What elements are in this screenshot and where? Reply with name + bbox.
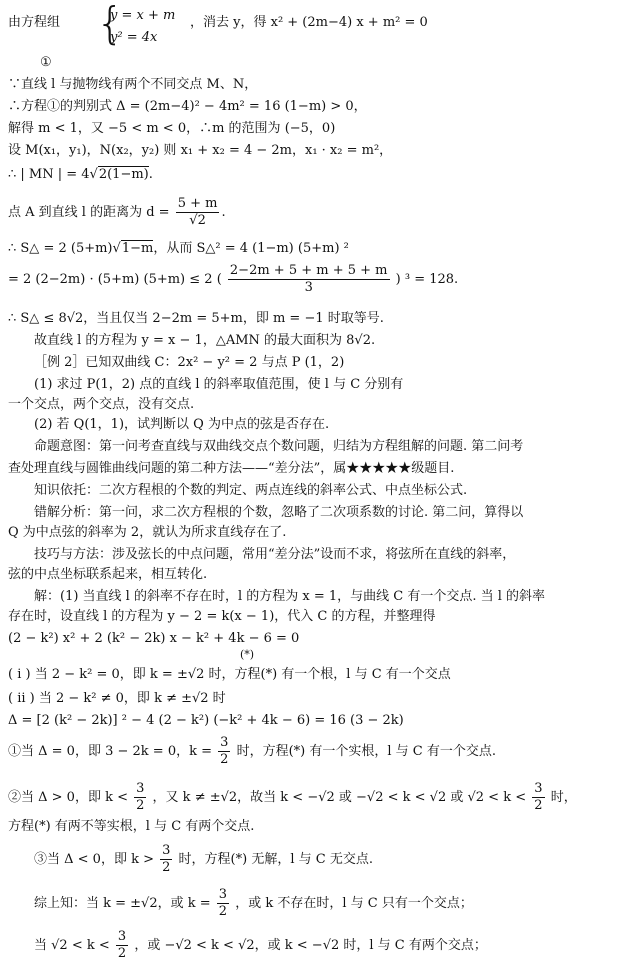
text: ∴方程①的判别式 Δ = (2m−4)² − 4m² = 16 (1−m) > 0， — [8, 99, 367, 114]
system-row-2: y² = 4x — [110, 30, 158, 45]
line-22 — [8, 566, 632, 584]
radicand: 2(1−m) — [98, 167, 149, 182]
text: 点 A 到直线 l 的距离为 d = — [8, 205, 170, 220]
text: 时， — [550, 790, 577, 805]
numerator: 3 — [218, 887, 228, 902]
sqrt-sign: √ — [112, 241, 121, 256]
fraction — [176, 196, 220, 229]
text: 故直线 l 的方程为 y = x − 1，△AMN 的最大面积为 8√2. — [34, 333, 376, 348]
denominator: 2 — [218, 904, 228, 919]
radicand: 1−m — [121, 241, 154, 256]
line-24 — [8, 608, 632, 626]
text: Q 为中点弦的斜率为 2，就认为所求直线存在了. — [8, 525, 287, 540]
fraction — [134, 781, 146, 814]
line-16 — [34, 438, 632, 456]
text: ( i ) 当 2 − k² = 0，即 k = ±√2 时，方程(*) 有一个根，l 与 C 有一个交点 — [8, 667, 451, 682]
line-34 — [34, 928, 632, 964]
line-21 — [34, 546, 632, 564]
text: 综上知：当 k = ±√2，或 k = — [34, 896, 211, 911]
denominator: 2 — [534, 798, 543, 813]
line-3 — [8, 98, 632, 116]
text: (*) — [240, 648, 255, 661]
line-32 — [34, 842, 632, 878]
line-19 — [34, 504, 632, 522]
text: 解：(1) 当直线 l 的斜率不存在时，l 的方程为 x = 1，与曲线 C 有一个交点. 当 l 的斜率 — [34, 589, 546, 604]
text: 一个交点，两个交点，没有交点. — [8, 397, 195, 412]
line-11 — [34, 332, 632, 350]
denominator: √2 — [189, 213, 206, 228]
text: ③当 Δ < 0，即 k > — [34, 852, 154, 867]
text: ∴ S△ ≤ 8√2，当且仅当 2−2m = 5+m，即 m = −1 时取等号. — [8, 311, 384, 326]
text: = 2 (2−2m) · (5+m) (5+m) ≤ 2 ( — [8, 272, 222, 287]
system-row-1: y = x + m — [110, 8, 176, 23]
text: 命题意图：第一问考查直线与双曲线交点个数问题，归结为方程组解的问题. 第二问考 — [34, 439, 524, 454]
sqrt-sign: √ — [89, 167, 98, 182]
equation-system — [96, 0, 188, 49]
text: ，又 k ≠ ±√2，故当 k < −√2 或 −√2 < k < √2 或 √2 < k < — [152, 790, 527, 805]
line-5 — [8, 142, 632, 160]
text: ，从而 S△² = 4 (1−m) (5+m) ² — [153, 241, 349, 256]
text: 方程(*) 有两不等实根，l 与 C 有两个交点. — [8, 819, 255, 834]
fraction — [228, 263, 390, 296]
line-23 — [34, 588, 632, 606]
text: ［例 2］已知双曲线 C：2x² − y² = 2 与点 P (1，2) — [34, 355, 345, 370]
text: ) ³ = 128. — [395, 272, 459, 287]
line-20 — [8, 524, 632, 542]
text: 技巧与方法：涉及弦长的中点问题，常用“差分法”设而不求，将弦所在直线的斜率， — [34, 547, 516, 562]
text: 由方程组 — [8, 15, 61, 30]
text: (2) 若 Q(1，1)，试判断以 Q 为中点的弦是否存在. — [34, 417, 330, 432]
text: 错解分析：第一问，求二次方程根的个数，忽略了二次项系数的讨论. 第二问，算得以 — [34, 505, 524, 520]
line-30 — [8, 780, 632, 816]
denominator: 2 — [162, 860, 171, 875]
numerator: 3 — [220, 735, 229, 750]
text: 当 √2 < k < — [34, 938, 110, 953]
line-13 — [34, 376, 632, 394]
fraction — [218, 735, 230, 768]
left-brace: { — [96, 0, 124, 49]
line-4 — [8, 120, 632, 138]
denominator: 2 — [220, 752, 229, 767]
line-14 — [8, 396, 632, 414]
line-17 — [8, 460, 632, 478]
text: ，或 −√2 < k < √2，或 k < −√2 时，l 与 C 有两个交点； — [134, 938, 487, 953]
denominator: 2 — [136, 798, 145, 813]
fraction — [532, 781, 544, 814]
text: 弦的中点坐标联系起来，相互转化. — [8, 567, 208, 582]
text: ∴ S△ = 2 (5+m) — [8, 241, 113, 256]
text: ，或 k 不存在时，l 与 C 只有一个交点； — [235, 896, 473, 911]
line-27 — [8, 690, 632, 708]
text: (1) 求过 P(1，2) 点的直线 l 的斜率取值范围，使 l 与 C 分别有 — [34, 377, 404, 392]
denominator: 2 — [117, 946, 127, 961]
numerator: 5 + m — [177, 196, 218, 211]
numerator: 3 — [117, 929, 127, 944]
text: ①当 Δ = 0，即 3 − 2k = 0，k = — [8, 744, 212, 759]
circled-number: ① — [40, 55, 52, 70]
text: ( ii ) 当 2 − k² ≠ 0，即 k ≠ ±√2 时 — [8, 691, 226, 706]
line-9 — [8, 262, 632, 298]
equation-label-1 — [40, 54, 632, 72]
text: ，消去 y，得 x² + (2m−4) x + m² = 0 — [190, 15, 428, 30]
text: 知识依托：二次方程根的个数的判定、两点连线的斜率公式、中点坐标公式. — [34, 483, 468, 498]
numerator: 3 — [136, 781, 145, 796]
line-2 — [8, 76, 632, 94]
numerator: 2−2m + 5 + m + 5 + m — [229, 263, 388, 278]
line-10 — [8, 310, 632, 328]
line-31 — [8, 818, 632, 836]
fraction — [160, 843, 172, 876]
text: 查处理直线与圆锥曲线问题的第二种方法——“差分法”，属★★★★★级题目. — [8, 461, 455, 476]
numerator: 3 — [534, 781, 543, 796]
text: Δ = [2 (k² − 2k)] ² − 4 (2 − k²) (−k² + 4k − 6) = 16 (3 − 2k) — [8, 713, 404, 728]
text: (2 − k²) x² + 2 (k² − 2k) x − k² + 4k − 6 = 0 — [8, 631, 300, 646]
line-7: 点 A 到直线 l 的距离为 d = $\frac{5 + m}{√2}$ . — [8, 196, 226, 228]
text: ∵直线 l 与抛物线有两个不同交点 M、N， — [8, 77, 258, 92]
line-29 — [8, 734, 632, 770]
line-12 — [34, 354, 632, 372]
line-28 — [8, 712, 632, 730]
line-18 — [34, 482, 632, 500]
numerator: 3 — [162, 843, 171, 858]
text: 存在时，设直线 l 的方程为 y − 2 = k(x − 1)，代入 C 的方程，并整理得 — [8, 609, 436, 624]
line-33 — [34, 886, 632, 922]
line-eliminate — [190, 14, 632, 32]
text: 设 M(x₁，y₁)，N(x₂，y₂) 则 x₁ + x₂ = 4 − 2m，x₁ · x₂ = m²， — [8, 143, 393, 158]
line-15 — [34, 416, 632, 434]
text: 时，方程(*) 有一个实根，l 与 C 有一个交点. — [236, 744, 496, 759]
line-8 — [8, 240, 632, 258]
equation-label-star — [240, 646, 632, 664]
line-26 — [8, 666, 632, 684]
text: ∴ | MN | = 4 — [8, 167, 90, 182]
line-6: ∴ | MN | = 4√2(1−m). — [8, 167, 153, 182]
text: ②当 Δ > 0，即 k < — [8, 790, 128, 805]
text: 时，方程(*) 无解，l 与 C 无交点. — [178, 852, 373, 867]
fraction — [116, 929, 128, 962]
text: 解得 m < 1，又 −5 < m < 0，∴m 的范围为 (−5，0) — [8, 121, 336, 136]
fraction — [217, 887, 229, 920]
denominator: 3 — [304, 280, 313, 295]
